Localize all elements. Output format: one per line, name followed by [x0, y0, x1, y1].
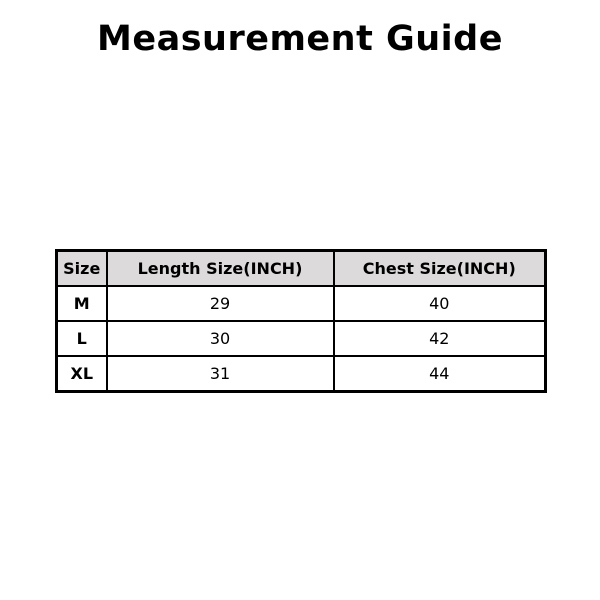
- table-header-row: [57, 251, 546, 287]
- size-cell: L: [57, 321, 107, 356]
- header-chest: Chest Size(INCH): [334, 251, 546, 287]
- table-row: [57, 321, 546, 356]
- length-cell: 30: [107, 321, 334, 356]
- chest-cell: 42: [334, 321, 546, 356]
- header-size: Size: [57, 251, 107, 287]
- page-title: Measurement Guide: [97, 19, 503, 59]
- chest-cell: 40: [334, 286, 546, 321]
- length-cell: 29: [107, 286, 334, 321]
- chest-cell: 44: [334, 356, 546, 392]
- size-cell: M: [57, 286, 107, 321]
- header-length: Length Size(INCH): [107, 251, 334, 287]
- table-row: [57, 356, 546, 392]
- size-cell: XL: [57, 356, 107, 392]
- table-row: [57, 286, 546, 321]
- measurement-table: [55, 249, 547, 393]
- length-cell: 31: [107, 356, 334, 392]
